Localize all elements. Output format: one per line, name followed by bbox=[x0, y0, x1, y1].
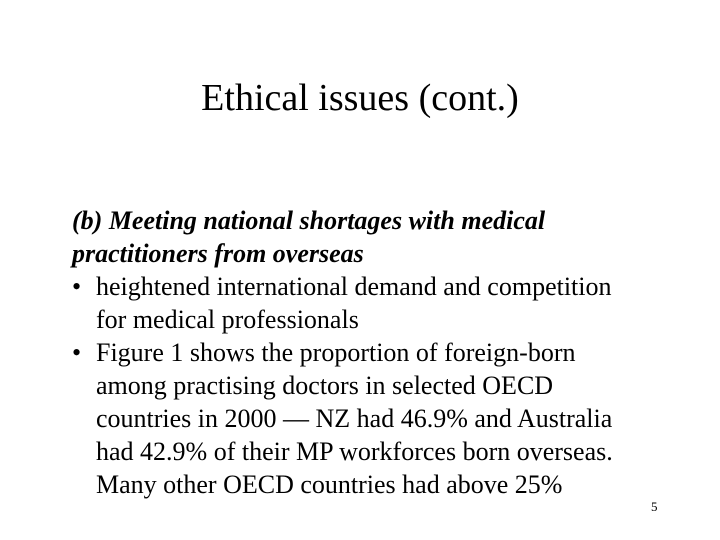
bullet-icon: • bbox=[72, 338, 82, 367]
bullet-line: for medical professionals bbox=[96, 305, 359, 334]
bullet-line: Figure 1 shows the proportion of foreign-born bbox=[96, 338, 576, 367]
bullet-line: among practising doctors in selected OECD bbox=[96, 371, 554, 400]
subheading-line: (b) Meeting national shortages with medical bbox=[72, 206, 546, 235]
bullet-line: heightened international demand and competition bbox=[96, 272, 612, 301]
bullet-line: countries in 2000 — NZ had 46.9% and Australia bbox=[96, 404, 613, 433]
bullet-line: had 42.9% of their MP workforces born overseas. bbox=[96, 437, 613, 466]
page-number: 5 bbox=[651, 499, 658, 514]
subheading-line: practitioners from overseas bbox=[72, 239, 364, 268]
section-subheading bbox=[72, 204, 672, 270]
slide-title: Ethical issues (cont.) bbox=[201, 77, 519, 119]
bullet-icon: • bbox=[72, 272, 82, 301]
bullet-item bbox=[72, 336, 672, 501]
bullet-line: Many other OECD countries had above 25% bbox=[96, 470, 563, 499]
bullet-item bbox=[72, 270, 672, 336]
slide-body bbox=[72, 204, 672, 501]
